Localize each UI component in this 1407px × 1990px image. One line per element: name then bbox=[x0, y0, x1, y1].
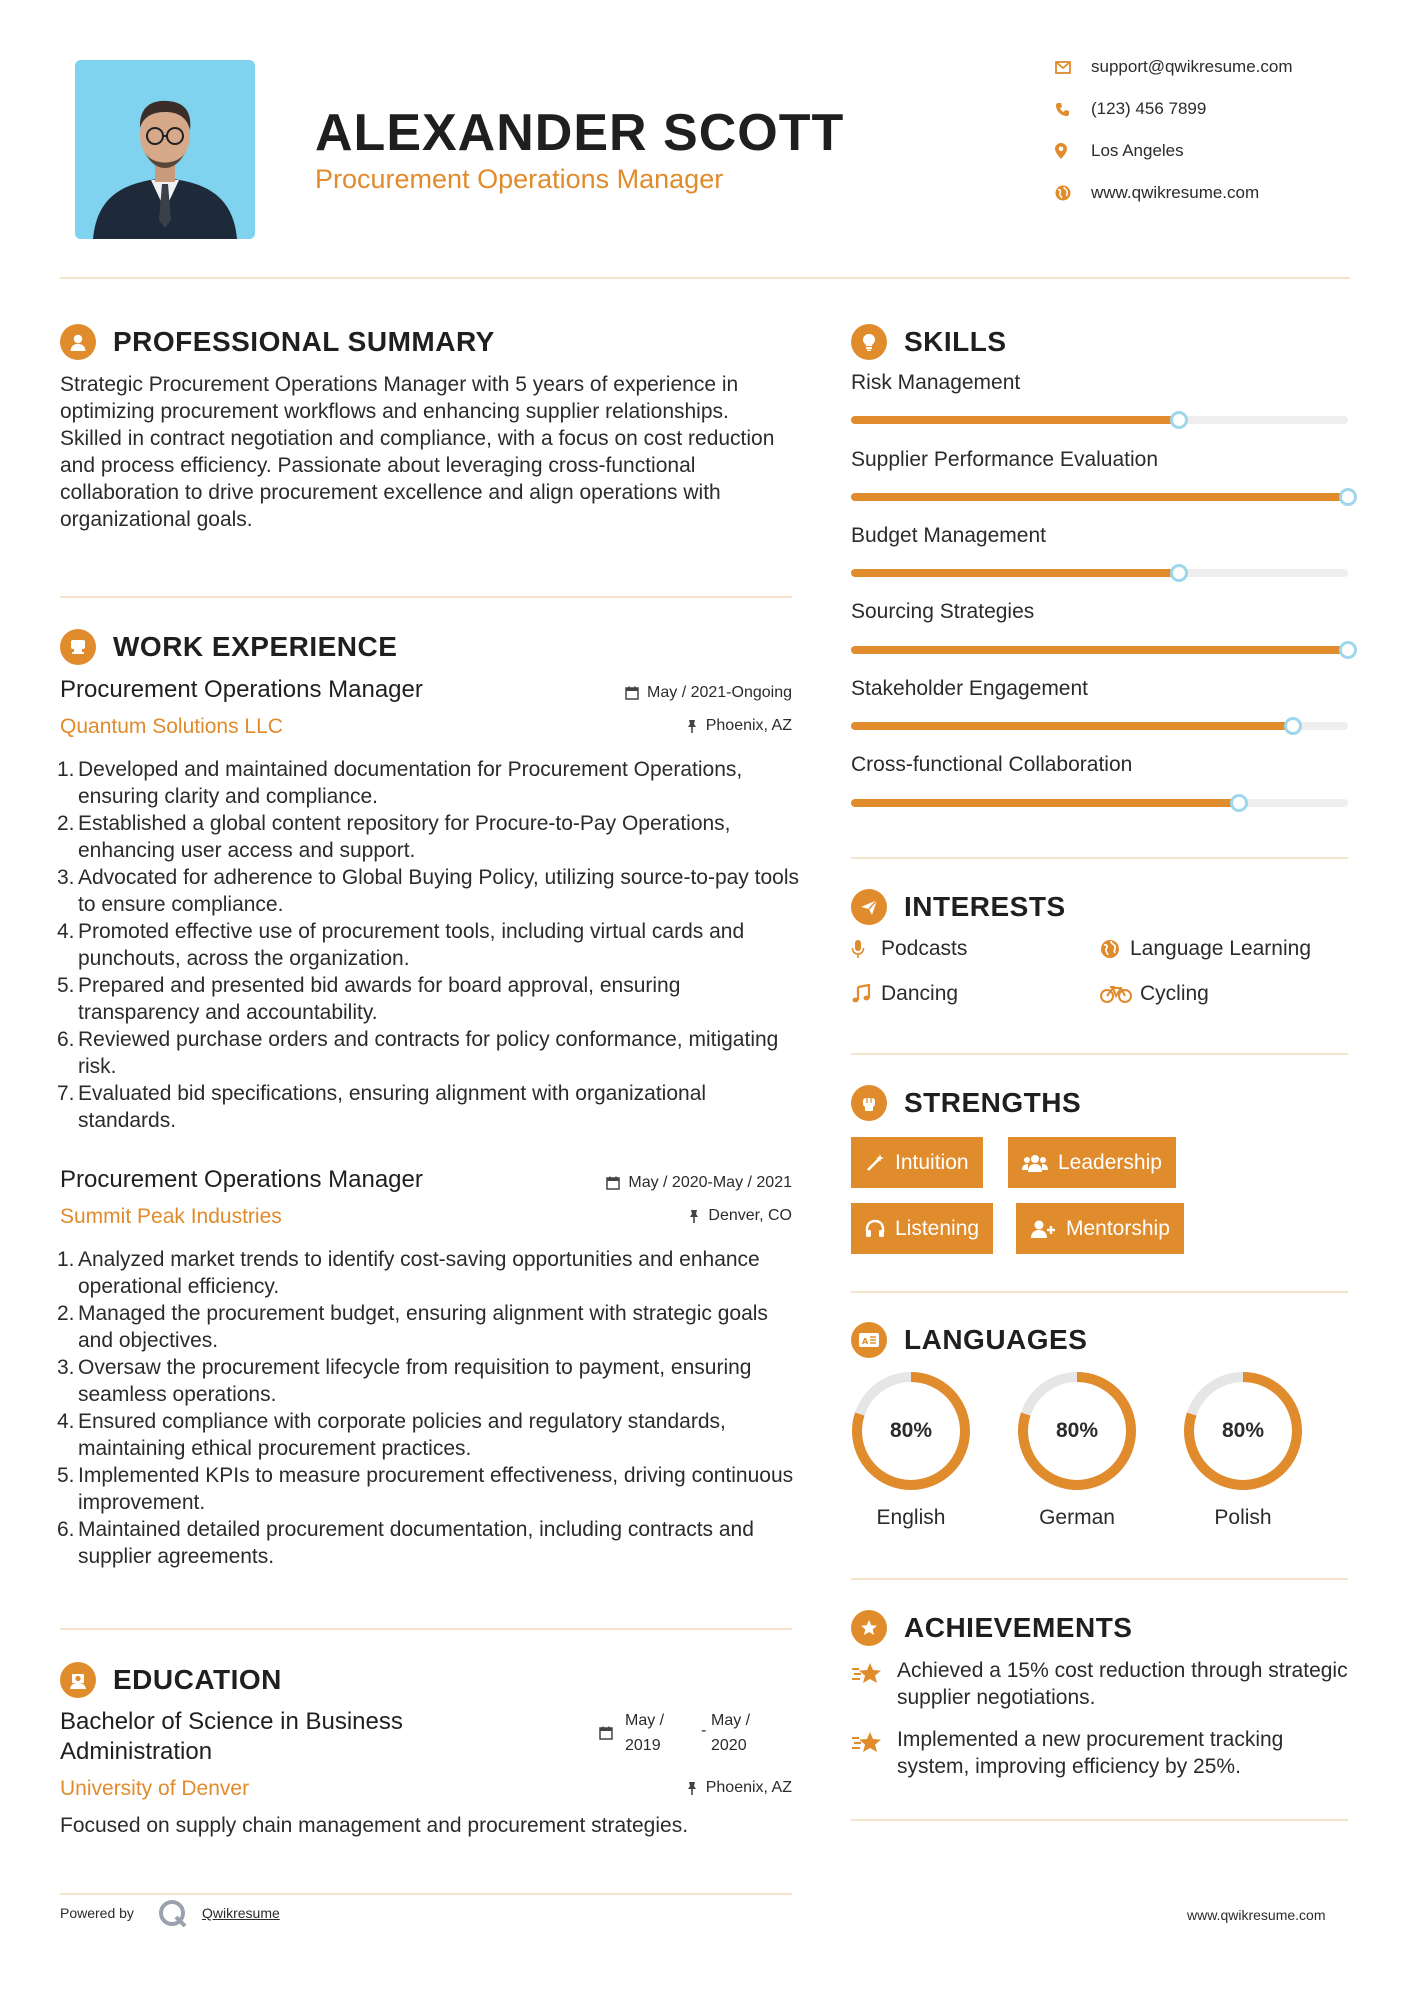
list-item: 2. Established a global content repository for Procure-to-Pay Operations, enhancing user access and support. bbox=[57, 812, 731, 862]
skill-bar bbox=[851, 569, 1348, 577]
list-item: 2. Managed the procurement budget, ensuring alignment with strategic goals and objectives. bbox=[57, 1302, 768, 1352]
section-divider bbox=[851, 1578, 1348, 1580]
calendar-icon bbox=[625, 686, 639, 700]
strength-tag: Mentorship bbox=[1016, 1203, 1184, 1254]
education-description: Focused on supply chain management and procurement strategies. bbox=[60, 1814, 689, 1837]
pushpin-icon bbox=[688, 1209, 700, 1223]
svg-text:A: A bbox=[862, 1337, 869, 1346]
skill-bar bbox=[851, 493, 1348, 501]
magic-wand-icon bbox=[865, 1153, 885, 1173]
language-name: German bbox=[1039, 1506, 1115, 1529]
achievement-item: Achieved a 15% cost reduction through strategic supplier negotiations. bbox=[851, 1657, 1351, 1711]
edu-location: Phoenix, AZ bbox=[686, 1779, 792, 1797]
section-divider bbox=[60, 596, 792, 598]
job-location: Phoenix, AZ bbox=[686, 717, 792, 735]
skill-bar-fill bbox=[851, 799, 1239, 807]
user-plus-icon bbox=[1030, 1219, 1056, 1239]
edu-date-dash: - bbox=[701, 1722, 707, 1739]
paper-plane-icon bbox=[851, 889, 887, 925]
degree-line-1: Bachelor of Science in Business bbox=[60, 1708, 403, 1735]
interests-heading: INTERESTS bbox=[851, 889, 1066, 925]
skill-bar-fill bbox=[851, 722, 1293, 730]
skill-bar-fill bbox=[851, 493, 1348, 501]
interest-item: Dancing bbox=[851, 982, 958, 1006]
skill-bar bbox=[851, 416, 1348, 424]
list-item: 1. Analyzed market trends to identify cost-saving opportunities and enhance operational efficiency. bbox=[57, 1248, 760, 1298]
job-dates: May / 2020-May / 2021 bbox=[606, 1174, 792, 1192]
list-item: 7. Evaluated bid specifications, ensuring alignment with organizational standards. bbox=[57, 1082, 707, 1132]
edu-start-month: May / bbox=[625, 1712, 665, 1729]
contact-email[interactable]: support@qwikresume.com bbox=[1055, 57, 1355, 77]
strength-tag: Listening bbox=[851, 1203, 993, 1254]
language-level: 80% bbox=[1055, 1419, 1099, 1442]
pushpin-icon bbox=[686, 1781, 698, 1795]
skill-bar-fill bbox=[851, 416, 1179, 424]
location-pin-icon bbox=[1055, 143, 1091, 159]
skill-label: Risk Management bbox=[851, 371, 1021, 394]
globe-icon bbox=[1100, 939, 1130, 959]
envelope-icon bbox=[1055, 61, 1091, 74]
job-bullets bbox=[57, 1246, 800, 1570]
job-dates: May / 2021-Ongoing bbox=[625, 684, 792, 702]
skill-bar-fill bbox=[851, 569, 1179, 577]
skill-label: Budget Management bbox=[851, 524, 1046, 547]
contact-website[interactable]: www.qwikresume.com bbox=[1055, 183, 1355, 203]
job-title: Procurement Operations Manager bbox=[60, 1166, 423, 1193]
language-name: Polish bbox=[1214, 1506, 1272, 1529]
list-item: 1. Developed and maintained documentation for Procurement Operations, ensuring clarity and compliance. bbox=[57, 758, 743, 808]
section-divider bbox=[851, 1053, 1348, 1055]
list-item: 4. Promoted effective use of procurement tools, including virtual cards and punchouts, across the organization. bbox=[57, 920, 745, 970]
star-icon bbox=[851, 1726, 897, 1761]
list-item: 6. Maintained detailed procurement documentation, including contracts and supplier agreements. bbox=[57, 1518, 754, 1568]
skill-bar bbox=[851, 646, 1348, 654]
interest-item: Language Learning bbox=[1100, 937, 1311, 961]
lightbulb-icon bbox=[851, 324, 887, 360]
skill-bar-knob bbox=[1284, 717, 1302, 735]
bicycle-icon bbox=[1100, 985, 1140, 1003]
job-title: Procurement Operations Manager bbox=[60, 676, 423, 703]
skill-bar-knob bbox=[1339, 488, 1357, 506]
headphones-icon bbox=[865, 1219, 885, 1239]
microphone-icon bbox=[851, 939, 881, 959]
profile-photo bbox=[75, 60, 255, 239]
language-name: English bbox=[876, 1506, 946, 1529]
skill-bar-knob bbox=[1339, 641, 1357, 659]
calendar-icon bbox=[606, 1176, 620, 1190]
skill-bar bbox=[851, 722, 1348, 730]
summary-text: Strategic Procurement Operations Manager with 5 years of experience in optimizing procurement workflows and enhancing supplier relationships. Skilled in contract negotiation and compliance, with a focus on cost reduction and process efficiency. Passionate about leveraging cross-functional collaboration to drive procurement excellence and align operations with organizational goals. bbox=[60, 373, 775, 531]
strengths-heading: STRENGTHS bbox=[851, 1085, 1081, 1121]
skills-heading: SKILLS bbox=[851, 324, 1007, 360]
strength-tag: Intuition bbox=[851, 1137, 983, 1188]
skill-label: Supplier Performance Evaluation bbox=[851, 448, 1159, 471]
skill-bar-knob bbox=[1230, 794, 1248, 812]
section-divider bbox=[851, 1291, 1348, 1293]
person-portrait-icon bbox=[75, 60, 255, 239]
edu-start-year: 2019 bbox=[625, 1737, 661, 1754]
music-note-icon bbox=[851, 984, 881, 1004]
interest-item: Podcasts bbox=[851, 937, 967, 961]
list-item: 5. Prepared and presented bid awards for board approval, ensuring transparency and accountability. bbox=[57, 974, 681, 1024]
contact-phone[interactable]: (123) 456 7899 bbox=[1055, 99, 1355, 119]
users-icon bbox=[1022, 1153, 1048, 1173]
calendar-icon bbox=[599, 1726, 613, 1745]
user-icon bbox=[60, 324, 96, 360]
brand-link[interactable]: Qwikresume bbox=[202, 1905, 280, 1921]
section-divider bbox=[60, 1893, 792, 1895]
company-name: Quantum Solutions LLC bbox=[60, 715, 283, 738]
skill-label: Stakeholder Engagement bbox=[851, 677, 1088, 700]
pushpin-icon bbox=[686, 719, 698, 733]
fist-icon bbox=[851, 1085, 887, 1121]
education-heading: EDUCATION bbox=[60, 1662, 282, 1698]
powered-by-label: Powered by bbox=[60, 1905, 134, 1921]
degree-line-2: Administration bbox=[60, 1738, 213, 1765]
candidate-name: ALEXANDER SCOTT bbox=[315, 104, 845, 162]
achievements-heading: ACHIEVEMENTS bbox=[851, 1610, 1132, 1646]
list-item: 5. Implemented KPIs to measure procurement effectiveness, driving continuous improvement. bbox=[57, 1464, 794, 1514]
language-card-icon bbox=[851, 1322, 887, 1358]
globe-icon bbox=[1055, 185, 1091, 201]
language-level: 80% bbox=[1221, 1419, 1265, 1442]
language-level: 80% bbox=[889, 1419, 933, 1442]
star-icon bbox=[851, 1657, 897, 1692]
strength-tag: Leadership bbox=[1008, 1137, 1176, 1188]
school-name: University of Denver bbox=[60, 1777, 250, 1800]
star-badge-icon bbox=[851, 1610, 887, 1646]
company-name: Summit Peak Industries bbox=[60, 1205, 282, 1228]
edu-end-month: May / bbox=[711, 1712, 751, 1729]
summary-heading: PROFESSIONAL SUMMARY bbox=[60, 324, 495, 360]
candidate-role: Procurement Operations Manager bbox=[315, 164, 724, 194]
section-divider bbox=[851, 857, 1348, 859]
header-divider bbox=[60, 277, 1350, 279]
skill-label: Sourcing Strategies bbox=[851, 600, 1035, 623]
job-location: Denver, CO bbox=[688, 1207, 792, 1225]
skill-bar-knob bbox=[1170, 411, 1188, 429]
section-divider bbox=[60, 1628, 792, 1630]
edu-end-year: 2020 bbox=[711, 1737, 747, 1754]
languages-heading: A LANGUAGES bbox=[851, 1322, 1087, 1358]
list-item: 3. Oversaw the procurement lifecycle from requisition to payment, ensuring seamless operations. bbox=[57, 1356, 752, 1406]
experience-heading: WORK EXPERIENCE bbox=[60, 629, 397, 665]
achievement-item: Implemented a new procurement tracking system, improving efficiency by 25%. bbox=[851, 1726, 1351, 1780]
section-divider bbox=[851, 1819, 1348, 1821]
skill-bar-fill bbox=[851, 646, 1348, 654]
list-item: 6. Reviewed purchase orders and contracts for policy conformance, mitigating risk. bbox=[57, 1028, 779, 1078]
skill-label: Cross-functional Collaboration bbox=[851, 753, 1133, 776]
skill-bar bbox=[851, 799, 1348, 807]
footer-website-link[interactable]: www.qwikresume.com bbox=[1187, 1907, 1326, 1923]
list-item: 4. Ensured compliance with corporate policies and regulatory standards, maintaining ethical procurement practices. bbox=[57, 1410, 726, 1460]
briefcase-icon bbox=[60, 629, 96, 665]
interest-item: Cycling bbox=[1100, 982, 1209, 1006]
phone-icon bbox=[1055, 102, 1091, 117]
job-bullets bbox=[57, 756, 800, 1134]
qwikresume-logo-icon bbox=[158, 1899, 188, 1934]
graduate-icon bbox=[60, 1662, 96, 1698]
contact-location: Los Angeles bbox=[1055, 141, 1355, 161]
list-item: 3. Advocated for adherence to Global Buying Policy, utilizing source-to-pay tools to ensure compliance. bbox=[57, 866, 800, 916]
skill-bar-knob bbox=[1170, 564, 1188, 582]
